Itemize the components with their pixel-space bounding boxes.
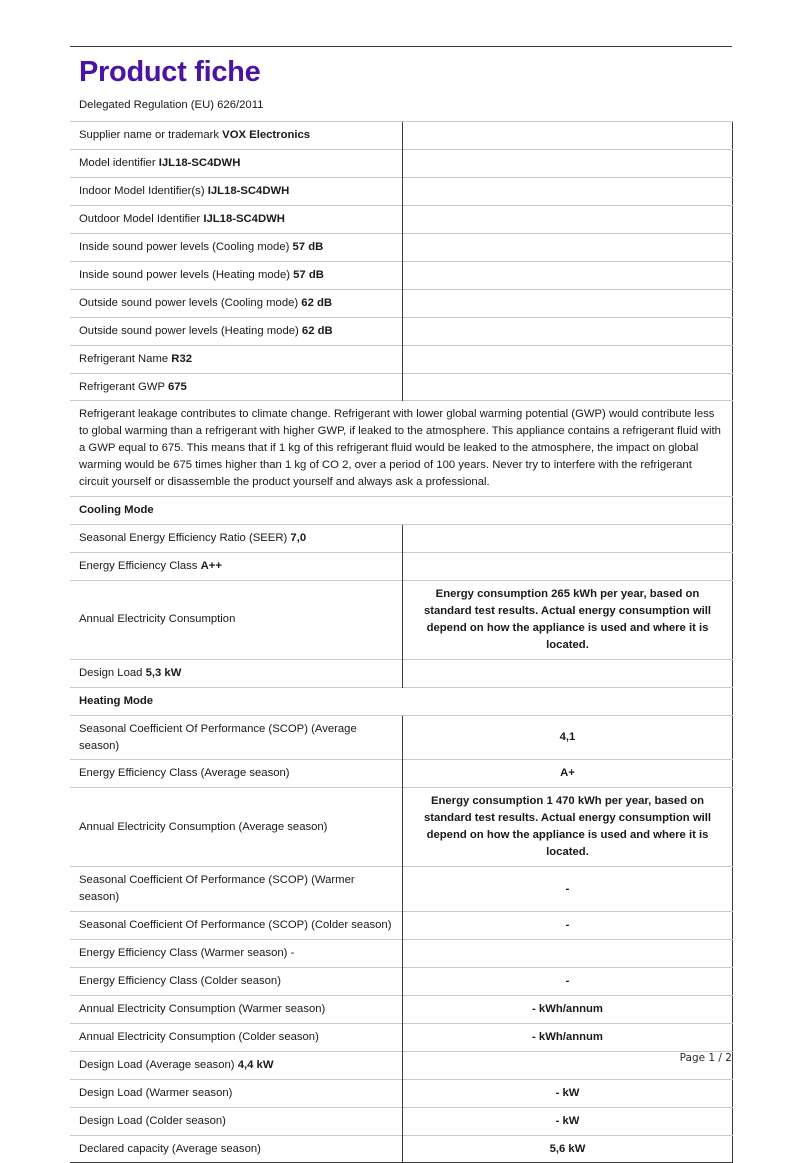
label-value: 675 [167,380,187,393]
table-row [70,553,732,581]
table-row [70,205,732,233]
row-value-cooling-energy-class [402,553,732,581]
label-text: Outside sound power levels (Heating mode) [79,324,302,337]
table-row [70,525,732,553]
row-value-heating-class-warmer [402,939,732,967]
label-value: 57 dB [293,268,324,281]
row-label-cooling-annual-consumption: Annual Electricity Consumption [70,580,402,659]
row-label-scop-colder: Seasonal Coefficient Of Performance (SCOP) (Colder season) [70,912,402,940]
row-label-refrigerant-gwp [70,373,402,401]
label-text: Outdoor Model Identifier [79,212,204,225]
table-row [70,150,732,178]
label-text: Refrigerant Name [79,352,172,365]
row-label-heating-class-average: Energy Efficiency Class (Average season) [70,760,402,788]
row-value-design-load-colder: - kW [402,1107,732,1135]
row-value-inside-sound-heating [402,261,732,289]
row-label-model-identifier [70,150,402,178]
table-row [70,580,732,659]
label-value: IJL18-SC4DWH [158,157,241,170]
row-value-scop-warmer: - [402,867,732,912]
row-value-model-identifier [402,150,732,178]
label-value: A++ [200,560,222,573]
row-value-refrigerant-name [402,345,732,373]
label-value: IJL18-SC4DWH [203,212,285,225]
table-row [70,373,732,401]
page-footer [70,1052,732,1064]
row-value-declared-capacity-average: 5,6 kW [402,1135,732,1163]
label-value: R32 [171,352,193,365]
label-value: VOX Electronics [222,129,311,142]
row-value-seer [402,525,732,553]
row-label-indoor-model [70,177,402,205]
row-label-heating-annual-consumption-average: Annual Electricity Consumption (Average season) [70,788,402,867]
table-row [70,687,732,715]
label-value: IJL18-SC4DWH [207,184,290,197]
label-text: Energy Efficiency Class [79,560,201,573]
label-text: Seasonal Energy Efficiency Ratio (SEER) [79,532,291,545]
row-label-design-load-colder: Design Load (Colder season) [70,1107,402,1135]
table-row [70,177,732,205]
table-row [70,867,732,912]
row-value-heating-class-colder: - [402,967,732,995]
row-value-scop-average: 4,1 [402,715,732,760]
row-value-design-load-warmer: - kW [402,1079,732,1107]
label-value: 57 dB [292,240,324,253]
row-label-supplier [70,122,402,150]
table-row [70,317,732,345]
label-text: Inside sound power levels (Cooling mode) [79,240,293,253]
row-value-supplier [402,122,732,150]
table-row [70,1135,732,1163]
label-text: Indoor Model Identifier(s) [79,184,208,197]
section-header-cooling-mode: Cooling Mode [70,497,732,525]
table-row [70,760,732,788]
table-row [70,289,732,317]
table-row [70,122,732,150]
row-label-heating-class-warmer: Energy Efficiency Class (Warmer season) - [70,939,402,967]
row-label-inside-sound-cooling [70,233,402,261]
row-value-refrigerant-gwp [402,373,732,401]
table-row [70,401,732,497]
label-text: Design Load (Average season) [79,1058,238,1071]
row-label-declared-capacity-average: Declared capacity (Average season) [70,1135,402,1163]
label-value: 4,4 kW [237,1058,274,1071]
regulation-subtitle: Delegated Regulation (EU) 626/2011 [79,99,264,112]
row-label-design-load-warmer: Design Load (Warmer season) [70,1079,402,1107]
label-value: 62 dB [301,296,333,309]
row-label-outdoor-model [70,205,402,233]
table-row [70,788,732,867]
row-value-heating-class-average: A+ [402,760,732,788]
row-label-cooling-energy-class [70,553,402,581]
row-value-indoor-model [402,177,732,205]
row-label-inside-sound-heating [70,261,402,289]
row-value-cooling-annual-consumption: Energy consumption 265 kWh per year, based on standard test results. Actual energy consumption will depend on how the appliance is used and where it is located. [402,580,732,659]
table-row [70,1023,732,1051]
row-label-outside-sound-cooling [70,289,402,317]
table-row [70,1079,732,1107]
row-label-cooling-design-load [70,659,402,687]
label-text: Outside sound power levels (Cooling mode) [79,296,302,309]
label-text: Refrigerant GWP [79,380,168,393]
label-text: Model identifier [79,157,159,170]
row-label-consumption-warmer: Annual Electricity Consumption (Warmer season) [70,995,402,1023]
row-label-outside-sound-heating [70,317,402,345]
label-value: 7,0 [290,532,307,545]
row-value-inside-sound-cooling [402,233,732,261]
product-fiche-table [70,121,733,1163]
row-value-outside-sound-heating [402,317,732,345]
label-text: Design Load [79,666,146,679]
row-label-seer [70,525,402,553]
row-value-consumption-warmer: - kWh/annum [402,995,732,1023]
page-title: Product fiche [79,56,261,88]
table-row [70,233,732,261]
document-header [70,46,732,121]
table-row [70,995,732,1023]
row-value-scop-colder: - [402,912,732,940]
refrigerant-leakage-paragraph: Refrigerant leakage contributes to climate change. Refrigerant with lower global warming potential (GWP) would contribute less to global warming than a refrigerant with higher GWP, if leaked to the atmosphere. This appliance contains a refrigerant fluid with a GWP equal to 675. This means that if 1 kg of this refrigerant fluid would be leaked to the atmosphere, the impact on global warming would be 675 times higher than 1 kg of CO 2, over a period of 100 years. Never try to interfere with the refrigerant circuit yourself or disassemble the product yourself and always ask a professional. [70,401,732,497]
table-row [70,912,732,940]
label-value: 5,3 kW [145,666,182,679]
row-label-refrigerant-name [70,345,402,373]
document-sheet [70,46,732,1163]
table-body [70,122,732,1163]
row-value-consumption-colder: - kWh/annum [402,1023,732,1051]
row-label-consumption-colder: Annual Electricity Consumption (Colder season) [70,1023,402,1051]
table-row [70,659,732,687]
label-text: Inside sound power levels (Heating mode) [79,268,294,281]
table-row [70,939,732,967]
label-value: 62 dB [301,324,333,337]
table-row [70,261,732,289]
table-row [70,967,732,995]
table-row [70,1107,732,1135]
row-value-outdoor-model [402,205,732,233]
row-label-scop-warmer: Seasonal Coefficient Of Performance (SCOP) (Warmer season) [70,867,402,912]
table-row [70,345,732,373]
section-header-heating-mode: Heating Mode [70,687,732,715]
row-value-outside-sound-cooling [402,289,732,317]
table-row [70,715,732,760]
row-label-heating-class-colder: Energy Efficiency Class (Colder season) [70,967,402,995]
table-row [70,497,732,525]
row-value-heating-annual-consumption-average: Energy consumption 1 470 kWh per year, based on standard test results. Actual energy consumption will depend on how the appliance is used and where it is located. [402,788,732,867]
row-label-scop-average: Seasonal Coefficient Of Performance (SCOP) (Average season) [70,715,402,760]
page-number-label: Page 1 / 2 [679,1052,732,1064]
row-value-cooling-design-load [402,659,732,687]
label-text: Supplier name or trademark [79,129,223,142]
